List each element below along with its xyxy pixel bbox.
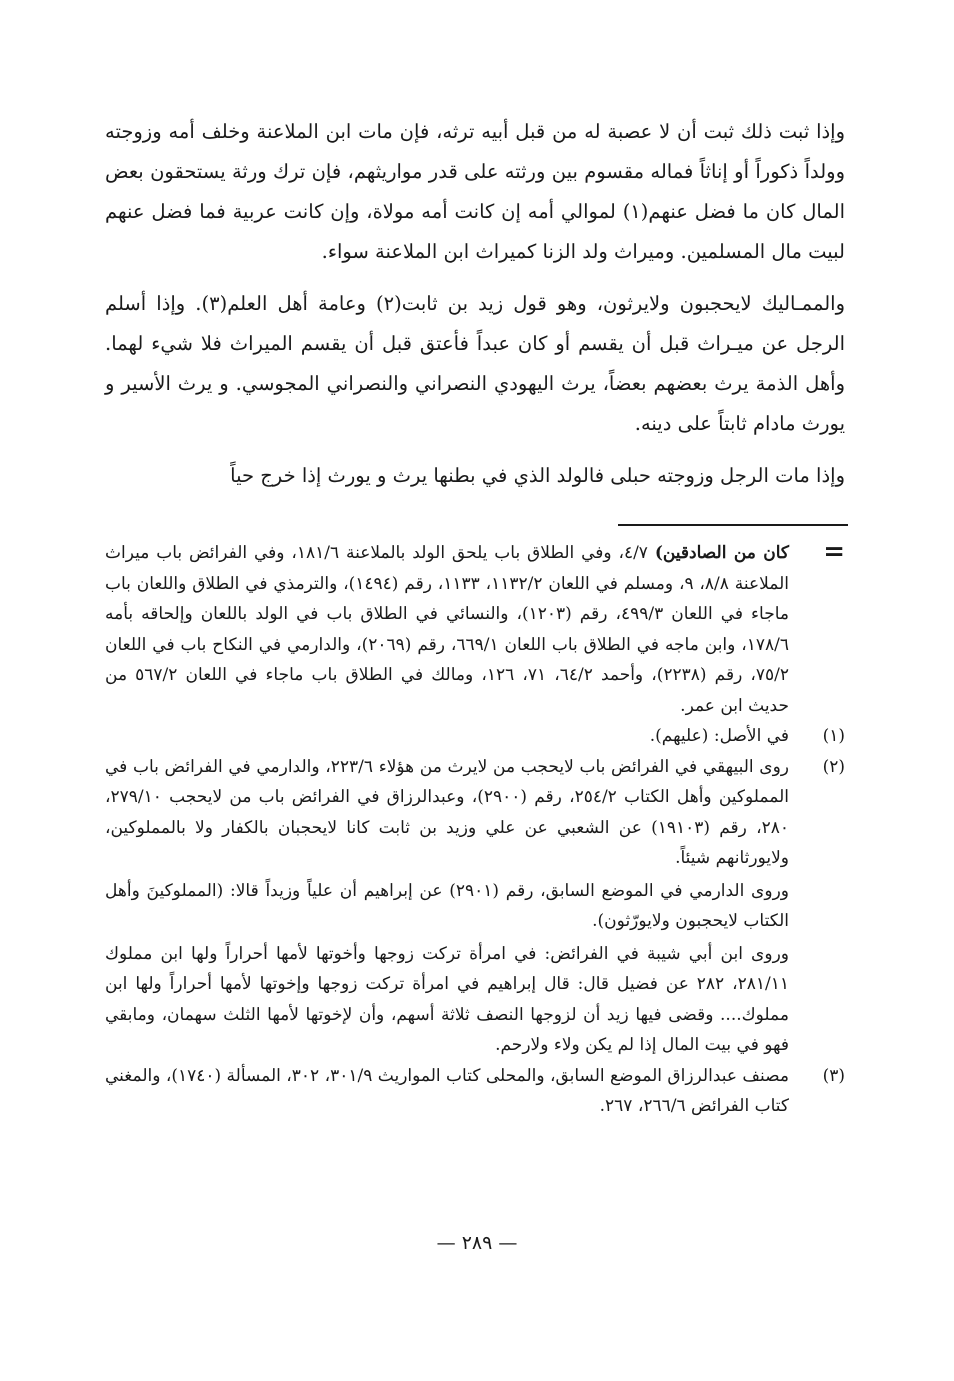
footnote-2-text-2: وروى الدارمي في الموضع السابق، رقم (٢٩٠١) عن إبراهيم أن علياً وزيداً قالا: (المملوكينَ وأهل الكتاب لايحجبون ولايورّثون). [105, 880, 789, 931]
footnote-1-text: في الأصل: (عليهم). [649, 726, 789, 746]
main-text [105, 112, 845, 496]
footnote-1 [105, 721, 845, 752]
main-paragraph-2: والممـاليك لايحجبون ولايرثون، وهو قول زيد بن ثابت(٢) وعامة أهل العلم(٣). وإذا أسلم الرجل عن ميـراث قبل أن يقسم أو كان عبداً فأعتق قبل أن يقسم الميراث فلا شيء لهما. وأهل الذمة يرث بعضهم بعضاً، يرث اليهودي النصراني والنصراني المجوسي. و يرث الأسير و يورث مادام ثابتاً على دينه. [105, 292, 845, 435]
footnote-3-marker: (٣) [822, 1065, 845, 1086]
footnote-2-text-3: وروى ابن أبي شيبة في الفرائض: في امرأة تركت زوجها وأخوتها لأمها أحراراً ولها ابن مملوك ٢٨١/١١، ٢٨٢ عن فضيل قال: قال إبراهيم في امرأة تركت زوجها وإخوتها لأمها أحراراً ولها ابن مملوك.... وقضى فيها زيد أن لزوجها النصف ثلاثة أسهم، وأن لإخوتها لأمها الثلث سهمان، ومابقي فهو في بيت المال إذا لم يكن ولاء ولارحم. [105, 943, 790, 1055]
continuation-marker: = [823, 537, 845, 567]
footnote-2 [105, 752, 845, 1061]
footnotes [105, 538, 845, 1122]
footnote-continuation [105, 538, 845, 721]
footnote-separator [618, 524, 848, 526]
footnote-2-body [105, 752, 803, 1061]
main-paragraph-3: وإذا مات الرجل وزوجته حبلى فالولد الذي في بطنها يرث و يورث إذا خرج حياً [230, 464, 845, 487]
footnote-3-text: مصنف عبدالرزاق الموضع السابق، والمحلى كتاب المواريث ٣٠١/٩، ٣٠٢، المسألة (١٧٤٠)، والمغني كتاب الفرائض ٢٦٦/٦، ٢٦٧. [105, 1065, 789, 1116]
footnote-continuation-rest: ٤/٧، وفي الطلاق باب يلحق الولد بالملاعنة ١٨١/٦، وفي الفرائض باب ميراث الملاعنة ٨/٨، ٩، ومسلم في اللعان ١١٣٢/٢، ١١٣٣، رقم (١٤٩٤)، والترمذي في الطلاق واللعان باب ماجاء في اللعان ٤٩٩/٣، رقم (١٢٠٣)، والنسائي في الطلاق باب في الولد باللعان وإلحاقه بأمه ١٧٨/٦، وابن ماجه في الطلاق باب اللعان ٦٦٩/١، رقم (٢٠٦٩)، والدارمي في النكاح باب في اللعان ٧٥/٢، رقم (٢٢٣٨)، وأحمد ٦٤/٢، ٧١، ١٢٦، ومالك في الطلاق باب ماجاء في اللعان ٥٦٧/٢ من حديث ابن عمر. [105, 543, 790, 716]
footnote-1-body [105, 721, 803, 752]
footnote-3-body [105, 1061, 803, 1122]
footnote-2-text-1: روى البيهقي في الفرائض باب لايحجب من لايرث من هؤلاء ٢٢٣/٦، والدارمي في الفرائض باب في المملوكين وأهل الكتاب ٢٥٤/٢، رقم (٢٩٠٠)، وعبدالرزاق في الفرائض باب من لايحجب ٢٧٩/١٠، ٢٨٠، رقم (١٩١٠٣) عن الشعبي عن علي وزيد بن ثابت كانا لايحجبان بالكفار ولا بالمملوكين، ولايورثانهم شيئاً. [105, 756, 790, 868]
footnote-1-marker: (١) [822, 726, 845, 746]
page-number: — ٢٨٩ — [436, 1232, 518, 1254]
footnote-3 [105, 1061, 845, 1122]
footnote-continuation-body [105, 538, 803, 721]
footnote-2-marker: (٢) [822, 756, 845, 777]
main-paragraph-1: وإذا ثبت ذلك ثبت أن لا عصبة له من قبل أبيه ترثه، فإن مات ابن الملاعنة وخلف أمه وزوجته وولداً ذكوراً أو إناثاً فماله مقسوم بين ورثته على قدر مواريثهم، فإن ترك ورثة يستحقون بعض المال كان ما فضل عنهم(١) لموالي أمه إن كانت أمه مولاة، وإن كانت عربية فما فضل عنهم لبيت مال المسلمين. وميراث ولد الزنا كميراث ابن الملاعنة سواء. [105, 120, 845, 263]
footnote-continuation-text [105, 538, 789, 721]
footnote-continuation-lead: كان من الصادقين) [654, 543, 789, 563]
